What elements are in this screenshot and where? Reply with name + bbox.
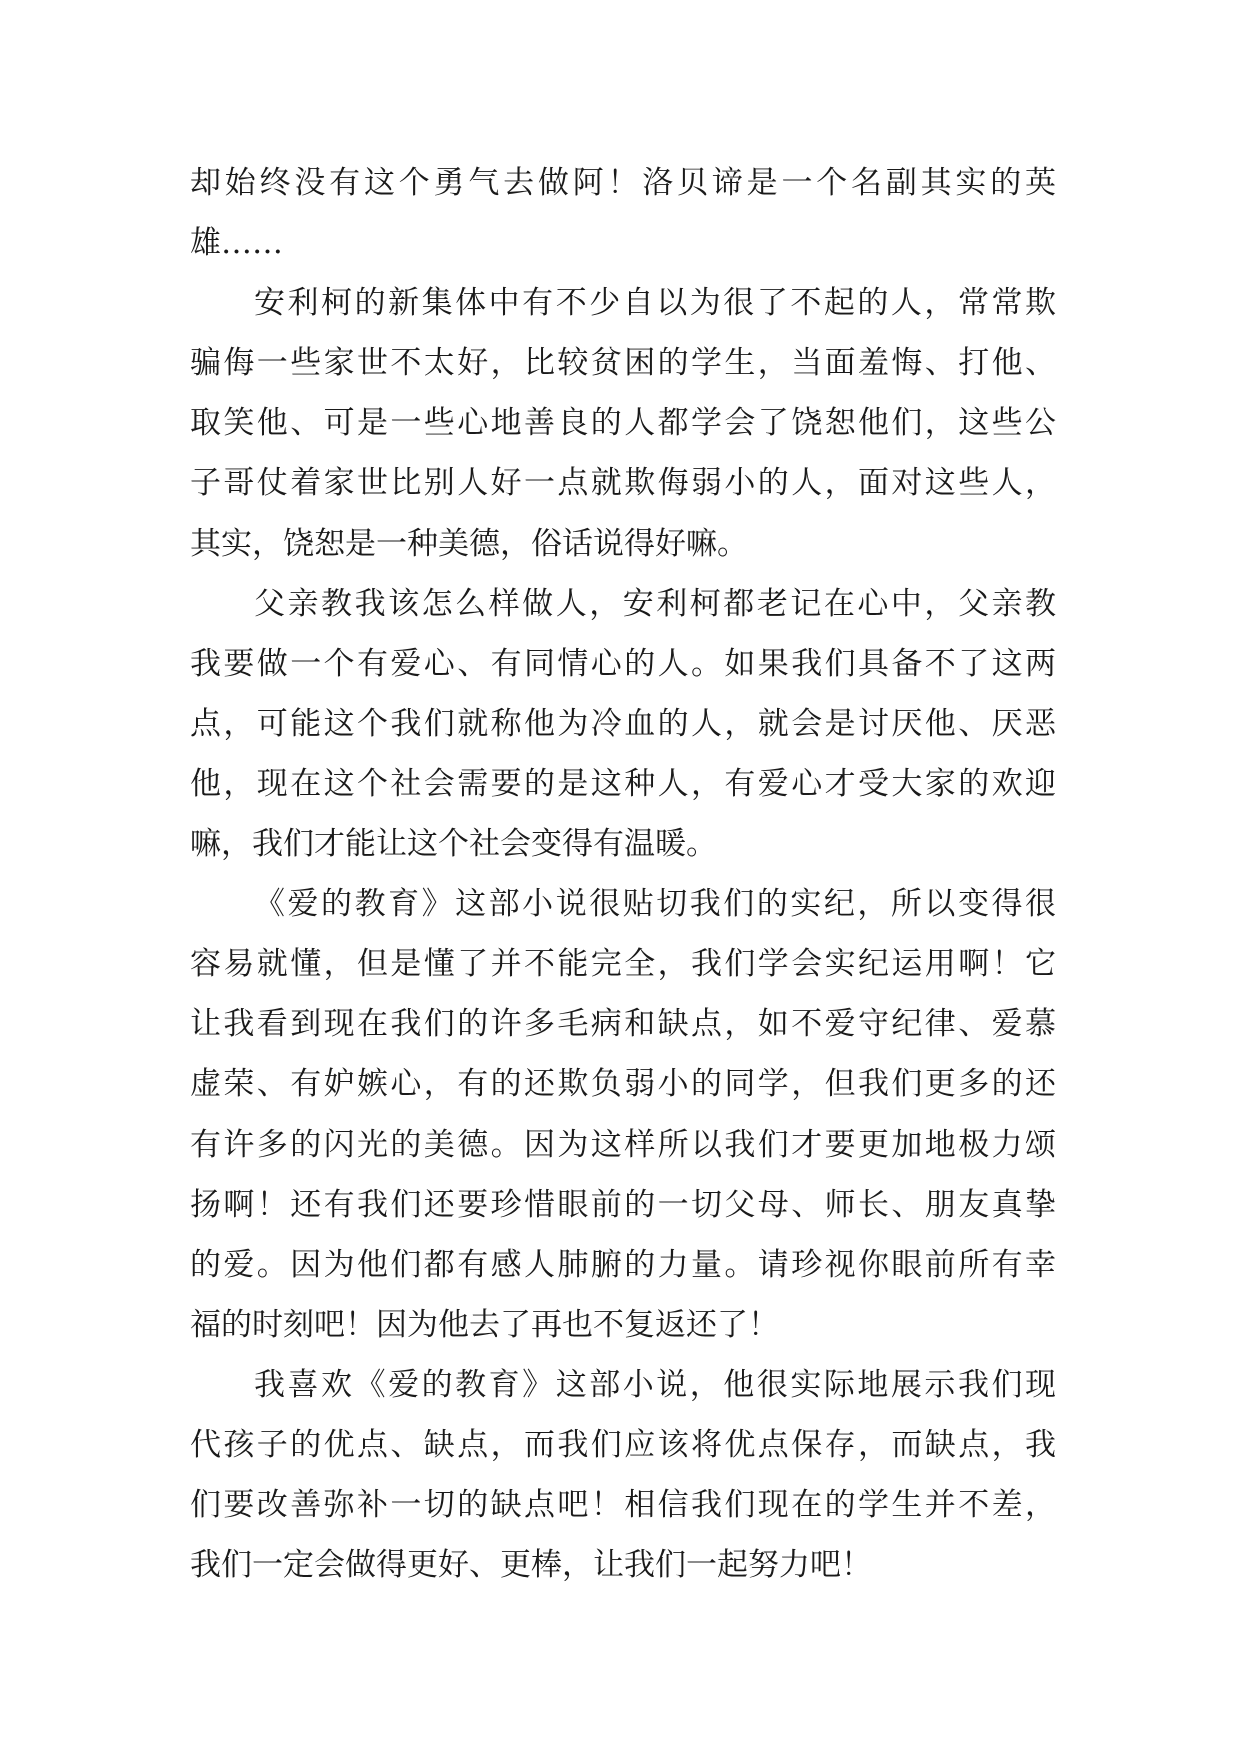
text-line: 嘛，我们才能让这个社会变得有温暖。 <box>190 826 717 863</box>
body-text <box>190 153 1056 1595</box>
text-line: 他，现在这个社会需要的是这种人，有爱心才受大家的欢迎 <box>190 765 1056 802</box>
text-line: 容易就懂，但是懂了并不能完全，我们学会实纪运用啊！它 <box>190 946 1056 983</box>
text-line: 扬啊！还有我们还要珍惜眼前的一切父母、师长、朋友真挚 <box>190 1186 1056 1223</box>
text-line: 的爱。因为他们都有感人肺腑的力量。请珍视你眼前所有幸 <box>190 1246 1056 1283</box>
text-line: 点，可能这个我们就称他为冷血的人，就会是讨厌他、厌恶 <box>190 705 1056 742</box>
text-line: 安利柯的新集体中有不少自以为很了不起的人，常常欺 <box>254 285 1056 322</box>
text-line: 雄…… <box>190 225 283 262</box>
text-line: 我要做一个有爱心、有同情心的人。如果我们具备不了这两 <box>190 645 1056 682</box>
text-line: 《爱的教育》这部小说很贴切我们的实纪，所以变得很 <box>254 886 1056 923</box>
text-line: 代孩子的优点、缺点，而我们应该将优点保存，而缺点，我 <box>190 1426 1056 1463</box>
paragraph <box>190 874 1056 1355</box>
paragraph <box>190 574 1056 874</box>
paragraph <box>190 1355 1056 1595</box>
text-line: 子哥仗着家世比别人好一点就欺侮弱小的人，面对这些人， <box>190 465 1056 502</box>
text-line: 我们一定会做得更好、更棒，让我们一起努力吧！ <box>190 1547 872 1584</box>
text-line: 虚荣、有妒嫉心，有的还欺负弱小的同学，但我们更多的还 <box>190 1066 1056 1103</box>
text-line: 我喜欢《爱的教育》这部小说，他很实际地展示我们现 <box>254 1366 1056 1403</box>
text-line: 却始终没有这个勇气去做阿！洛贝谛是一个名副其实的英 <box>190 165 1056 201</box>
paragraph <box>190 153 1056 273</box>
paragraph <box>190 273 1056 573</box>
text-line: 父亲教我该怎么样做人，安利柯都老记在心中，父亲教 <box>254 585 1056 622</box>
text-line: 骗侮一些家世不太好，比较贫困的学生，当面羞悔、打他、 <box>190 345 1056 382</box>
text-line: 让我看到现在我们的许多毛病和缺点，如不爱守纪律、爱慕 <box>190 1006 1056 1043</box>
text-line: 其实，饶恕是一种美德，俗话说得好嘛。 <box>190 525 748 562</box>
text-line: 取笑他、可是一些心地善良的人都学会了饶恕他们，这些公 <box>190 405 1056 442</box>
text-line: 福的时刻吧！因为他去了再也不复返还了！ <box>190 1306 779 1343</box>
text-line: 们要改善弥补一切的缺点吧！相信我们现在的学生并不差， <box>190 1487 1056 1524</box>
text-line: 有许多的闪光的美德。因为这样所以我们才要更加地极力颂 <box>190 1126 1056 1163</box>
